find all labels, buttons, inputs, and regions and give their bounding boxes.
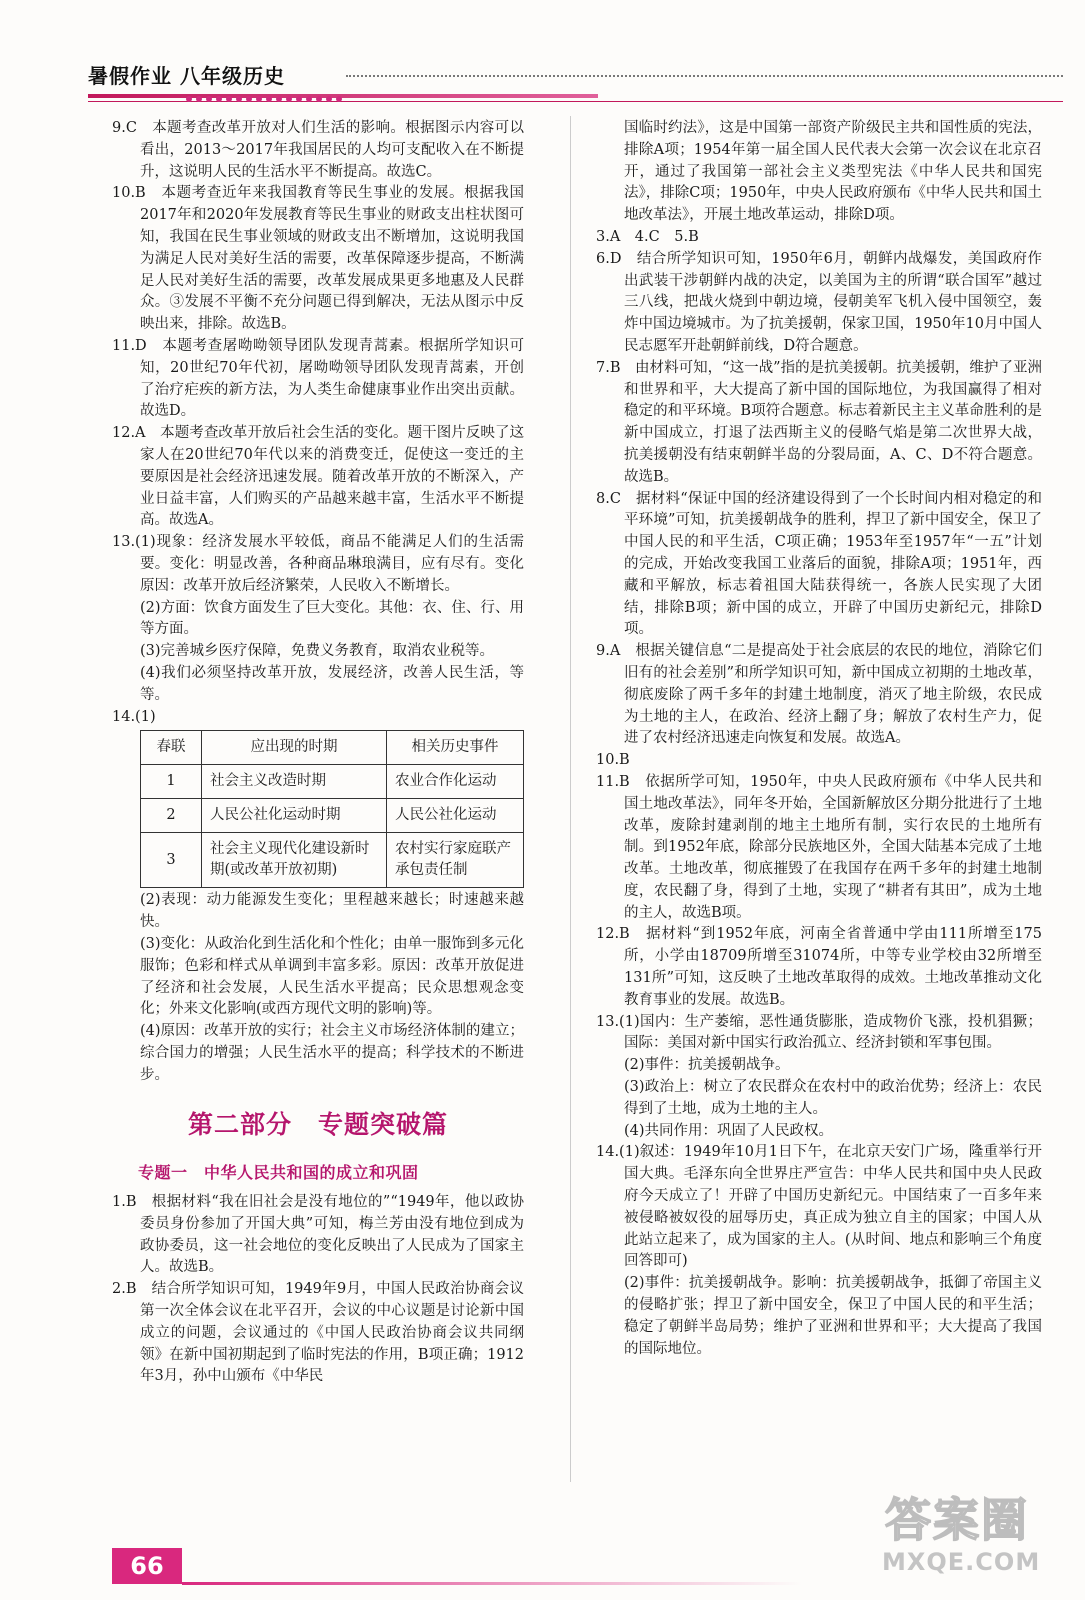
table-cell: 人民公社化运动 [387, 799, 524, 833]
answer-14-2: (2)表现：动力能源发生变化；里程越来越长；时速越来越快。 [140, 892, 524, 931]
topic-answer-9: 9.A 根据关键信息“二是提高处于社会底层的农民的地位，消除它们旧有的社会差别”和所学知识可知，新中国成立初期的土地改革，彻底废除了两千多年的封建土地制度，消灭了地主阶级，农民成为土地的主人，在政治、经济上翻了身；解放了农村生产力，促进了农村经济迅速走向恢复和发展。故选A。 [596, 643, 1042, 747]
answer-13-1: 13.(1)现象：经济发展水平较低，商品不能满足人们的生活需要。变化：明显改善，各种商品琳琅满目，应有尽有。变化原因：改革开放后经济繁荣，人民收入不断增长。 [112, 534, 524, 594]
topic-answer-11: 11.B 依据所学可知，1950年，中央人民政府颁布《中华人民共和国土地改革法》，同年冬开始，全国新解放区分期分批进行了土地改革，废除封建剥削的地主土地所有制，实行农民的土地所有制。到1952年底，除部分民族地区外，全国大陆基本完成了土地改革。土地改革，彻底摧毁了在我国存在两千多年的封建土地制度，农民翻了身，得到了土地，实现了“耕者有其田”，成为土地的主人，故选B项。 [596, 773, 1042, 921]
watermark-site-text: MXQE.COM [882, 1548, 1041, 1576]
topic-title: 专题一 中华人民共和国的成立和巩固 [138, 1163, 419, 1183]
watermark-main-text: 答案圈 [885, 1493, 1029, 1547]
answer-9: 9.C 本题考查改革开放对人们生活的影响。根据图示内容可以看出，2013～2017年我国居民的人均可支配收入在不断提升，这说明人民的生活水平不断提高。故选C。 [112, 120, 524, 180]
topic-answer-2: 2.B 结合所学知识可知，1949年9月，中国人民政治协商会议第一次全体会议在北平召开，会议的中心议题是讨论新中国成立的问题，会议通过的《中国人民政治协商会议共同纲领》在新中国初期起到了临时宪法的作用，B项正确；1912年3月，孙中山颁布《中华民 [112, 1281, 524, 1385]
column-divider [570, 116, 571, 1482]
topic-answer-1: 1.B 根据材料“我在旧社会是没有地位的”“1949年，他以政协委员身份参加了开国大典”可知，梅兰芳由没有地位到成为政协委员，这一社会地位的变化反映出了人民成为了国家主人。故选B。 [112, 1194, 524, 1276]
topic-answer-13-2: (2)事件：抗美援朝战争。 [624, 1057, 790, 1074]
answer-12: 12.A 本题考查改革开放后社会生活的变化。题干图片反映了这家人在20世纪70年代以来的消费变迁，促使这一变迁的主要原因是社会经济迅速发展。随着改革开放的不断深入，产业日益丰富，人们购买的产品越来越丰富，生活水平不断提高。故选A。 [112, 425, 524, 529]
right-column [596, 118, 1042, 1360]
header-bead-row [186, 96, 342, 104]
answer-14-head: 14.(1) [112, 708, 156, 725]
topic-answer-6: 6.D 结合所学知识可知，1950年6月，朝鲜内战爆发，美国政府作出武装干涉朝鲜内战的决定，以美国为主的所谓“联合国军”越过三八线，把战火烧到中朝边境，侵朝美军飞机入侵中国领空，轰炸中国边境城市。为了抗美援朝，保家卫国，1950年10月中国人民志愿军开赴朝鲜前线，D符合题意。 [596, 250, 1042, 354]
topic-answer-2-continued: 国临时约法》，这是中国第一部资产阶级民主共和国性质的宪法，排除A项；1954年第一届全国人民代表大会第一次会议在北京召开，通过了我国第一部社会主义类型宪法《中华人民共和国宪法》，排除C项；1950年，中央人民政府颁布《中华人民共和国土地改革法》，开展土地改革运动，排除D项。 [624, 120, 1042, 224]
answer-13-3: (3)完善城乡医疗保障，免费义务教育，取消农业税等。 [140, 643, 495, 660]
answer-10: 10.B 本题考查近年来我国教育等民生事业的发展。根据我国2017年和2020年发展教育等民生事业的财政支出柱状图可知，我国在民生事业领域的财政支出不断增加，这说明我国为满足人民对美好生活的需要，改革保障逐步提高，不断满足人民对美好生活的需要，改革发展成果更多地惠及人民群众。③发展不平衡不充分问题已得到解决，无法从图示中反映出来，排除。故选B。 [112, 185, 524, 333]
table-header-cell: 相关历史事件 [387, 731, 524, 765]
topic-answer-13-3: (3)政治上：树立了农民群众在农村中的政治优势；经济上：农民得到了土地，成为土地的主人。 [624, 1079, 1042, 1117]
answer-13-2: (2)方面：饮食方面发生了巨大变化。其他：衣、住、行、用等方面。 [140, 599, 524, 638]
part-title: 第二部分 专题突破篇 [187, 1110, 448, 1140]
table-header-row [141, 731, 524, 765]
table-cell: 社会主义现代化建设新时期(或改革开放初期) [202, 833, 387, 888]
topic-answer-13-4: (4)共同作用：巩固了人民政权。 [624, 1122, 834, 1139]
table-cell: 社会主义改造时期 [202, 765, 387, 799]
answer-13-4: (4)我们必须坚持改革开放，发展经济，改善人民生活，等等。 [140, 664, 524, 703]
left-column [112, 118, 524, 1388]
answer-14-4: (4)原因：改革开放的实行；社会主义市场经济体制的建立；综合国力的增强；人民生活水平的提高；科学技术的不断进步。 [140, 1023, 524, 1083]
header-title: 暑假作业 八年级历史 [88, 64, 285, 88]
spring-couplet-table [140, 730, 524, 888]
table-cell: 农业合作化运动 [387, 765, 524, 799]
topic-answer-14-2: (2)事件：抗美援朝战争。影响：抗美援朝战争，抵御了帝国主义的侵略扩张；捍卫了新中国安全，保卫了中国人民的和平生活；稳定了朝鲜半岛局势；维护了亚洲和世界和平；大大提高了我国的国际地位。 [624, 1275, 1042, 1357]
answer-14-3: (3)变化：从政治化到生活化和个性化；由单一服饰到多元化服饰；色彩和样式从单调到丰富多彩。原因：改革开放促进了经济和社会发展，人民生活水平提高；民众思想观念变化；外来文化影响(或西方现代文明的影响)等。 [140, 935, 524, 1018]
footer-rule [182, 1582, 802, 1585]
table-row [141, 765, 524, 799]
header-dotted-rule [346, 75, 1063, 77]
table-cell: 1 [141, 765, 202, 799]
table-cell: 农村实行家庭联产承包责任制 [387, 833, 524, 888]
table-header-cell: 应出现的时期 [202, 731, 387, 765]
topic-answer-7: 7.B 由材料可知，“这一战”指的是抗美援朝。抗美援朝，维护了亚洲和世界和平，大大提高了新中国的国际地位，为我国赢得了相对稳定的和平环境。B项符合题意。标志着新民主主义革命胜利的是新中国成立，打退了法西斯主义的侵略气焰是第二次世界大战，抗美援朝没有结束朝鲜半岛的分裂局面，A、C、D不符合题意。故选B。 [596, 359, 1042, 485]
header-decoration [88, 94, 1063, 106]
topic-answer-10: 10.B [596, 752, 630, 769]
topic-answer-12: 12.B 据材料“到1952年底，河南全省普通中学由111所增至175所，小学由18709所增至31074所，中等专业学校由32所增至131所”可知，这反映了土地改革取得的成效。土地改革推动文化教育事业的发展。故选B。 [596, 926, 1042, 1008]
table-row [141, 799, 524, 833]
table-cell: 3 [141, 833, 202, 888]
table-cell: 人民公社化运动时期 [202, 799, 387, 833]
page-number-tab [112, 1548, 182, 1584]
topic-answer-13-1: 13.(1)国内：生产萎缩，恶性通货膨胀，造成物价飞涨，投机猖獗；国际：美国对新中国实行政治孤立、经济封锁和军事包围。 [596, 1013, 1042, 1052]
header-pink-bar [88, 94, 598, 98]
page-number: 66 [130, 1552, 164, 1580]
watermark-logo [882, 1484, 1041, 1588]
table-row [141, 833, 524, 888]
table-header-cell: 春联 [141, 731, 202, 765]
page-header [88, 60, 1063, 92]
topic-answer-8: 8.C 据材料“保证中国的经济建设得到了一个长时间内相对稳定的和平环境”可知，抗美援朝战争的胜利，捍卫了新中国安全，保卫了中国人民的和平生活，C项正确；1953年至1957年“一五”计划的完成，开始改变我国工业落后的面貌，排除A项；1951年，西藏和平解放，标志着祖国大陆获得统一，各族人民实现了大团结，排除B项；新中国的成立，开辟了中国历史新纪元，排除D项。 [596, 490, 1042, 638]
topic-answer-14-1: 14.(1)叙述：1949年10月1日下午，在北京天安门广场，隆重举行开国大典。毛泽东向全世界庄严宣告：中华人民共和国中央人民政府今天成立了！开辟了中国历史新纪元。中国结束了一百多年来被侵略被奴役的屈辱历史，真正成为独立自主的国家；中国人从此站立起来了，成为国家的主人。(从时间、地点和影响三个角度回答即可) [596, 1144, 1042, 1270]
answer-11: 11.D 本题考查屠呦呦领导团队发现青蒿素。根据所学知识可知，20世纪70年代初，屠呦呦领导团队发现青蒿素，开创了治疗疟疾的新方法，为人类生命健康事业作出突出贡献。故选D。 [112, 337, 524, 420]
table-cell: 2 [141, 799, 202, 833]
topic-answer-3-5: 3.A 4.C 5.B [596, 228, 699, 245]
